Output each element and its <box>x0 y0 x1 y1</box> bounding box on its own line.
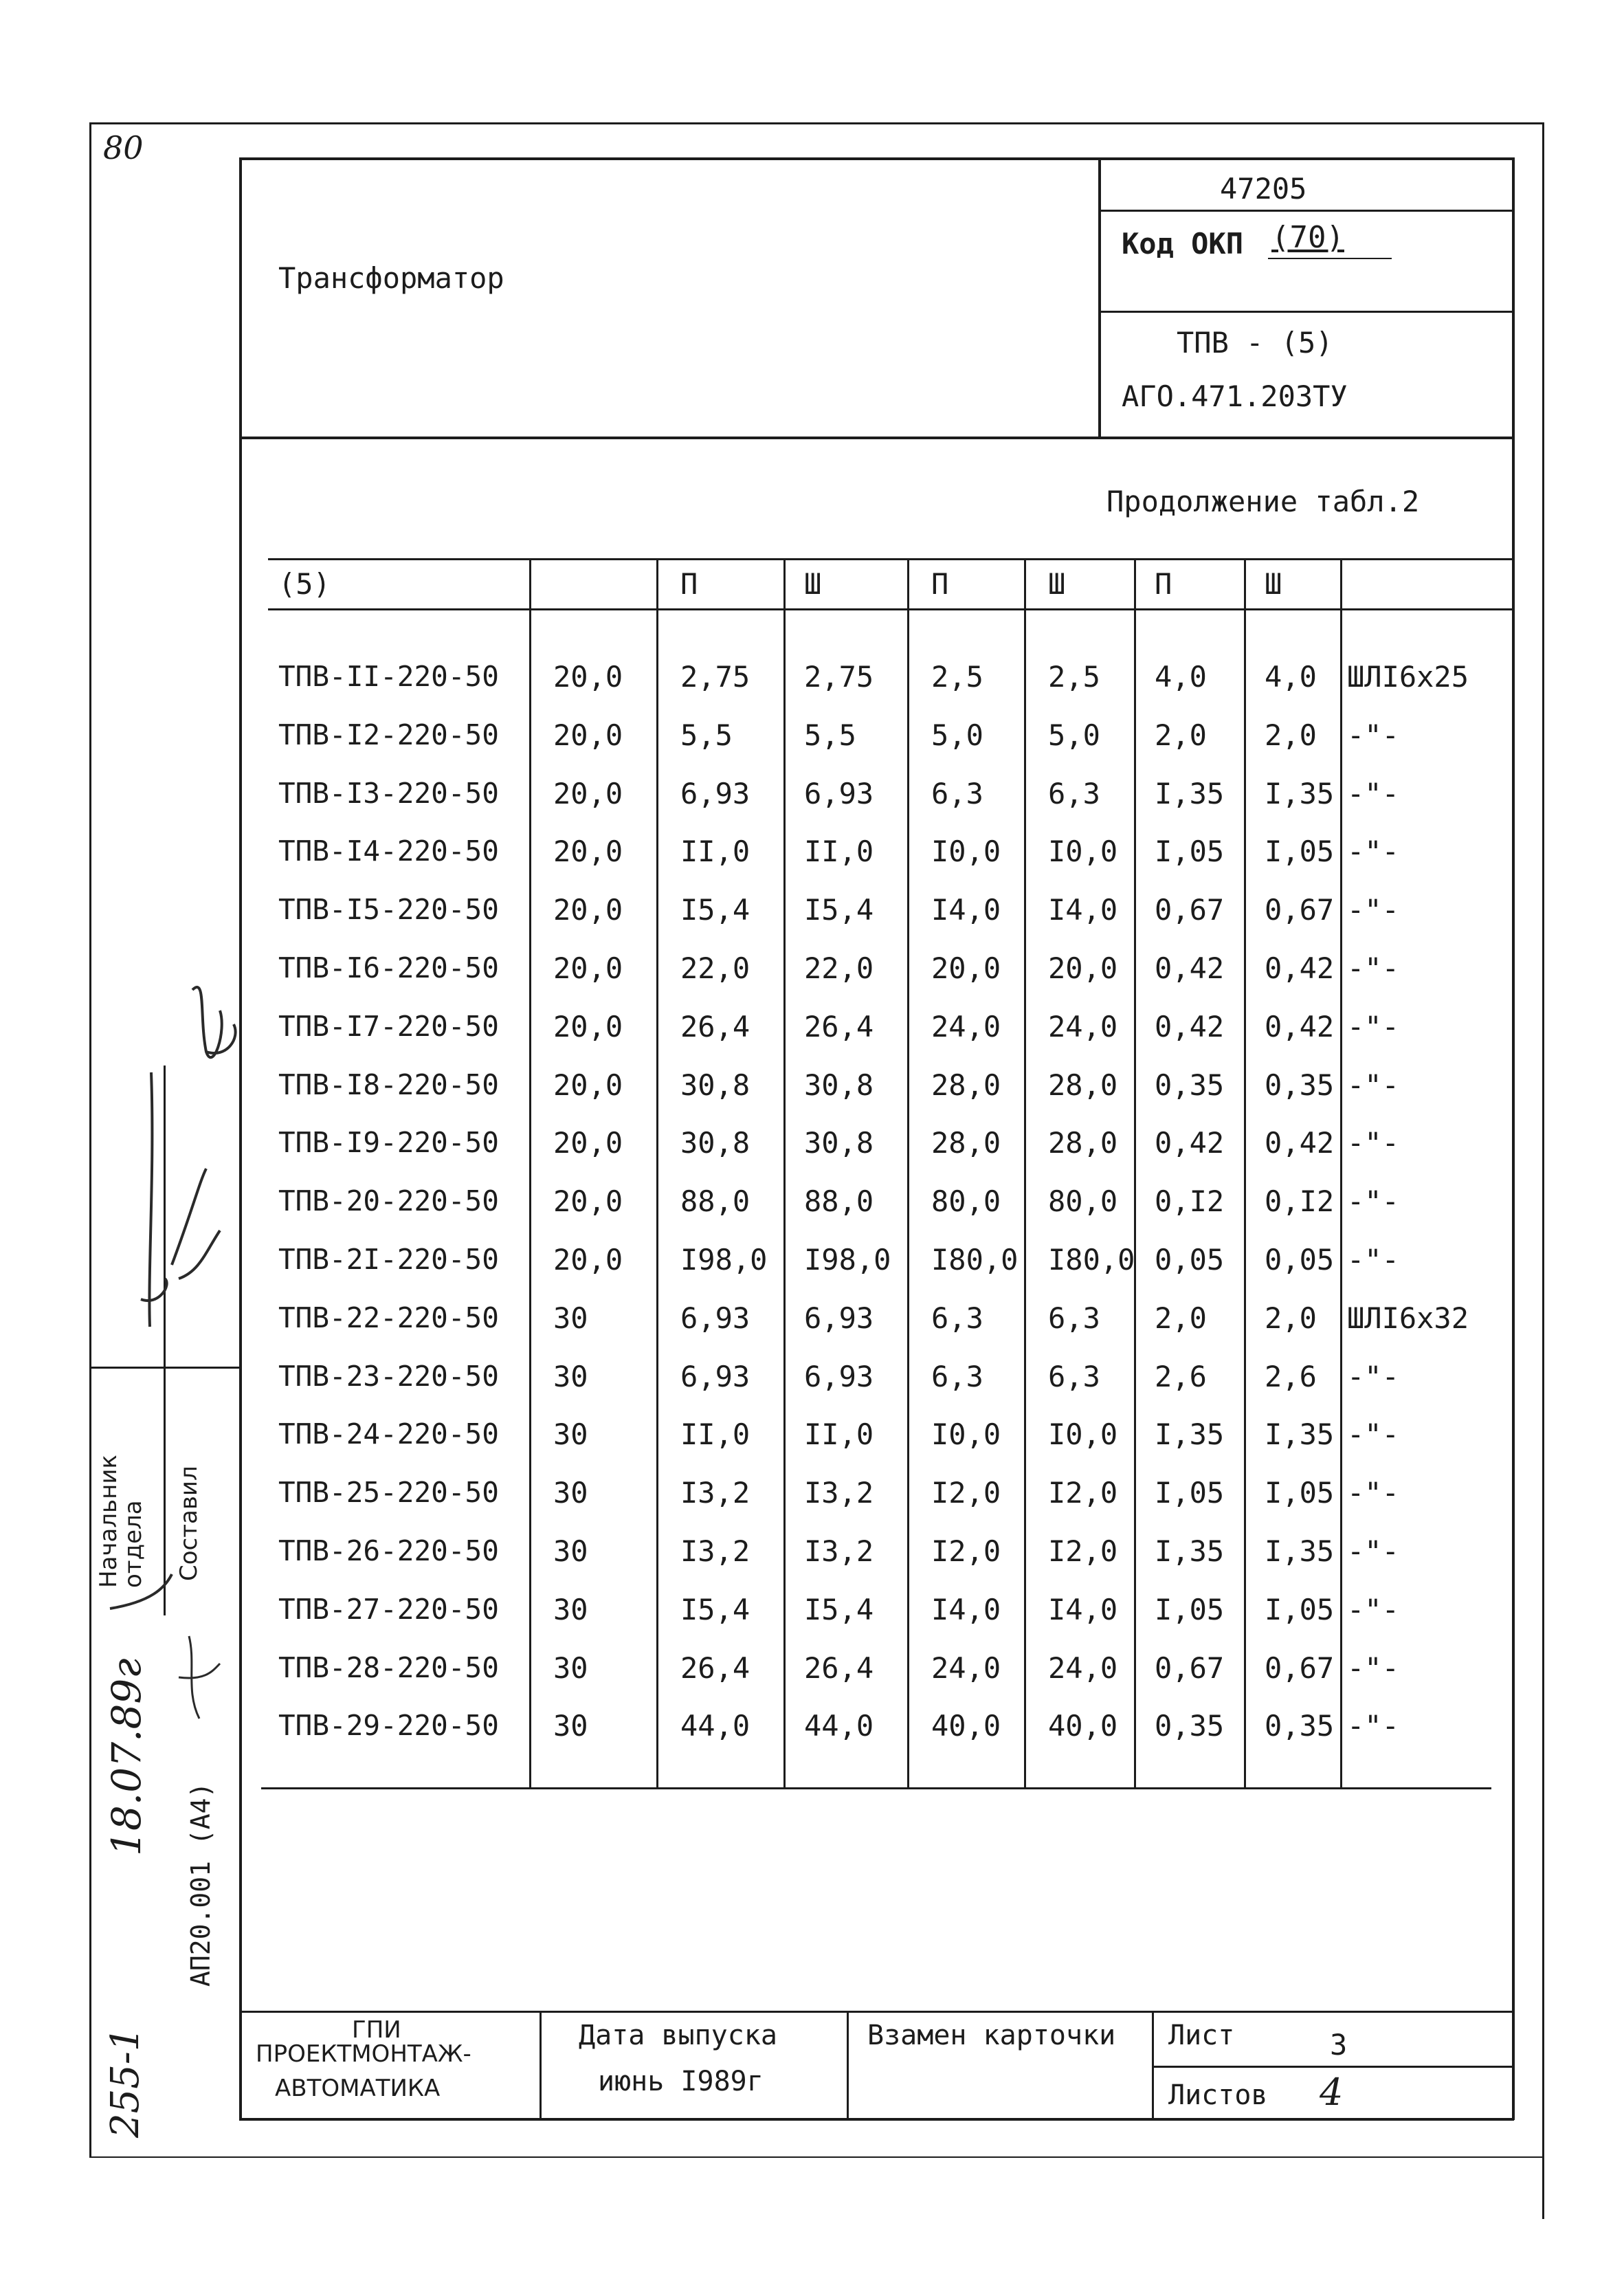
table-cell: 28,0 <box>931 1126 1001 1160</box>
table-row-label: ТПВ-20-220-50 <box>278 1184 499 1218</box>
table-cell: 20,0 <box>553 951 623 985</box>
table-row-label: ТПВ-2I-220-50 <box>278 1243 499 1276</box>
product-code: 47205 <box>1220 172 1307 206</box>
replace-card-label: Взамен карточки <box>867 2020 1116 2051</box>
table-cell: 20,0 <box>553 1126 623 1160</box>
table-row-label: ТПВ-28-220-50 <box>278 1651 499 1684</box>
table-cell: 0,67 <box>1155 893 1225 927</box>
table-cell: 28,0 <box>931 1068 1001 1102</box>
table-cell: -"- <box>1347 893 1399 927</box>
release-date-value: июнь I989г <box>598 2066 764 2097</box>
table-cell: 26,4 <box>804 1009 874 1044</box>
table-cell: I2,0 <box>1048 1534 1118 1568</box>
table-cell: I5,4 <box>680 1592 750 1626</box>
table-cell: 26,4 <box>804 1651 874 1685</box>
table-cell: 0,42 <box>1265 951 1335 985</box>
table-cell: 6,93 <box>680 776 750 810</box>
table-cell: I,35 <box>1265 1417 1335 1452</box>
table-row-label: ТПВ-25-220-50 <box>278 1476 499 1510</box>
table-cell: 30,8 <box>804 1126 874 1160</box>
table-cell: I2,0 <box>931 1476 1001 1510</box>
table-cell: -"- <box>1347 1651 1399 1685</box>
table-cell: 0,67 <box>1265 893 1335 927</box>
table-cell: 0,I2 <box>1155 1184 1225 1219</box>
table-cell: I4,0 <box>931 1592 1001 1626</box>
table-cell: -"- <box>1347 1709 1399 1743</box>
table-cell: 0,05 <box>1155 1243 1225 1277</box>
table-cell: 0,35 <box>1155 1709 1225 1743</box>
table-cell: 6,93 <box>804 1359 874 1393</box>
table-cell: I0,0 <box>931 835 1001 869</box>
table-cell: 44,0 <box>680 1709 750 1743</box>
table-header-cell: Ш <box>804 567 822 601</box>
table-cell: 80,0 <box>931 1184 1001 1219</box>
table-header-cell: П <box>931 567 949 601</box>
table-cell: 5,5 <box>804 718 856 752</box>
table-cell: I3,2 <box>680 1476 750 1510</box>
document-number: АГО.471.203ТУ <box>1122 379 1348 413</box>
table-cell: 30 <box>553 1592 588 1626</box>
table-cell: 20,0 <box>931 951 1001 985</box>
table-header-cell: Ш <box>1265 567 1282 601</box>
table-cell: I2,0 <box>1048 1476 1118 1510</box>
table-cell: I5,4 <box>804 893 874 927</box>
table-cell: 30 <box>553 1301 588 1335</box>
table-cell: 20,0 <box>553 776 623 810</box>
table-cell: 30 <box>553 1651 588 1685</box>
table-cell: I80,0 <box>1048 1243 1135 1277</box>
table-cell: 6,3 <box>1048 1301 1100 1335</box>
table-row-label: ТПВ-I6-220-50 <box>278 951 499 984</box>
sheets-value: 4 <box>1320 2071 1344 2114</box>
sheet-label: Лист <box>1168 2020 1235 2051</box>
table-cell: 0,42 <box>1155 1009 1225 1044</box>
table-cell: 20,0 <box>1048 951 1118 985</box>
table-cell: 0,42 <box>1265 1009 1335 1044</box>
org-line-2: ПРОЕКТМОНТАЖ- <box>256 2040 471 2068</box>
table-cell: I3,2 <box>804 1534 874 1568</box>
okp-value: (70) <box>1271 220 1344 255</box>
table-cell: -"- <box>1347 1243 1399 1277</box>
table-row-label: ТПВ-27-220-50 <box>278 1592 499 1626</box>
table-row-label: ТПВ-I3-220-50 <box>278 776 499 810</box>
table-cell: I0,0 <box>931 1417 1001 1452</box>
table-cell: 6,93 <box>804 1301 874 1335</box>
table-cell: 2,0 <box>1265 718 1317 752</box>
table-row-label: ТПВ-23-220-50 <box>278 1359 499 1393</box>
table-cell: 0,I2 <box>1265 1184 1335 1219</box>
table-cell: 22,0 <box>804 951 874 985</box>
table-row-label: ТПВ-II-220-50 <box>278 660 499 693</box>
table-cell: 30 <box>553 1534 588 1568</box>
table-cell: -"- <box>1347 776 1399 810</box>
table-cell: 24,0 <box>931 1651 1001 1685</box>
sheets-label: Листов <box>1168 2079 1268 2111</box>
table-cell: I,05 <box>1155 835 1225 869</box>
table-cell: ШЛI6х25 <box>1347 660 1469 694</box>
table-cell: -"- <box>1347 1009 1399 1044</box>
table-cell: 6,3 <box>931 1301 983 1335</box>
table-cell: 80,0 <box>1048 1184 1118 1219</box>
document-title: Трансформатор <box>278 261 504 295</box>
table-cell: 0,35 <box>1155 1068 1225 1102</box>
table-cell: 0,42 <box>1265 1126 1335 1160</box>
table-cell: I,35 <box>1265 1534 1335 1568</box>
table-cell: I3,2 <box>680 1534 750 1568</box>
org-line-3: АВТОМАТИКА <box>275 2075 441 2102</box>
table-cell: 4,0 <box>1155 660 1207 694</box>
table-cell: -"- <box>1347 1359 1399 1393</box>
table-cell: 88,0 <box>804 1184 874 1219</box>
table-row-label: ТПВ-I9-220-50 <box>278 1126 499 1160</box>
table-cell: -"- <box>1347 1184 1399 1219</box>
table-cell: I,05 <box>1155 1476 1225 1510</box>
table-header-cell: П <box>680 567 698 601</box>
table-cell: 6,3 <box>931 1359 983 1393</box>
table-row-label: ТПВ-I8-220-50 <box>278 1068 499 1101</box>
table-cell: 2,5 <box>931 660 983 694</box>
table-cell: 2,0 <box>1265 1301 1317 1335</box>
table-cell: -"- <box>1347 1476 1399 1510</box>
table-cell: 30 <box>553 1359 588 1393</box>
org-line-1: ГПИ <box>352 2016 401 2044</box>
table-cell: 6,93 <box>804 776 874 810</box>
table-cell: -"- <box>1347 1068 1399 1102</box>
table-cell: 20,0 <box>553 1184 623 1219</box>
table-cell: II,0 <box>680 1417 750 1452</box>
table-cell: 30,8 <box>680 1126 750 1160</box>
approver-role-2: Составил <box>175 1466 203 1581</box>
table-cell: I,05 <box>1265 835 1335 869</box>
table-cell: 6,93 <box>680 1301 750 1335</box>
table-cell: 2,75 <box>804 660 874 694</box>
table-cell: -"- <box>1347 718 1399 752</box>
table-cell: 2,5 <box>1048 660 1100 694</box>
format-code: АП20.001 (А4) <box>186 1782 216 1987</box>
table-cell: I98,0 <box>804 1243 891 1277</box>
table-cell: -"- <box>1347 1417 1399 1452</box>
table-cell: I,35 <box>1155 1417 1225 1452</box>
table-cell: -"- <box>1347 1592 1399 1626</box>
table-cell: 44,0 <box>804 1709 874 1743</box>
release-date-label: Дата выпуска <box>579 2020 777 2051</box>
table-cell: 2,6 <box>1155 1359 1207 1393</box>
table-cell: -"- <box>1347 951 1399 985</box>
table-cell: 2,75 <box>680 660 750 694</box>
table-cell: 20,0 <box>553 1009 623 1044</box>
table-row-label: ТПВ-29-220-50 <box>278 1709 499 1743</box>
table-cell: 5,0 <box>1048 718 1100 752</box>
table-cell: I,35 <box>1155 1534 1225 1568</box>
table-cell: I2,0 <box>931 1534 1001 1568</box>
table-cell: 28,0 <box>1048 1068 1118 1102</box>
table-cell: ШЛI6х32 <box>1347 1301 1469 1335</box>
table-cell: 2,6 <box>1265 1359 1317 1393</box>
table-cell: 20,0 <box>553 893 623 927</box>
table-cell: I4,0 <box>1048 893 1118 927</box>
table-cell: I,05 <box>1265 1476 1335 1510</box>
table-cell: 20,0 <box>553 1068 623 1102</box>
table-cell: 26,4 <box>680 1651 750 1685</box>
table-cell: 6,3 <box>1048 776 1100 810</box>
table-cell: 5,5 <box>680 718 733 752</box>
table-cell: 0,35 <box>1265 1068 1335 1102</box>
table-cell: 0,67 <box>1265 1651 1335 1685</box>
table-cell: 6,3 <box>931 776 983 810</box>
table-row-label: ТПВ-I7-220-50 <box>278 1009 499 1043</box>
table-cell: II,0 <box>680 835 750 869</box>
table-header-cell: П <box>1155 567 1172 601</box>
table-cell: 0,42 <box>1155 1126 1225 1160</box>
table-cell: II,0 <box>804 1417 874 1452</box>
table-cell: 26,4 <box>680 1009 750 1044</box>
table-cell: -"- <box>1347 1126 1399 1160</box>
okp-label: Код ОКП <box>1122 227 1244 261</box>
table-header-cell: Ш <box>1048 567 1066 601</box>
table-cell: 2,0 <box>1155 718 1207 752</box>
table-cell: 28,0 <box>1048 1126 1118 1160</box>
table-cell: 5,0 <box>931 718 983 752</box>
approval-date: 18.07.89г <box>103 1658 150 1856</box>
table-cell: 30 <box>553 1417 588 1452</box>
table-cell: I,35 <box>1265 776 1335 810</box>
table-cell: 30 <box>553 1709 588 1743</box>
table-cell: 20,0 <box>553 1243 623 1277</box>
table-cell: 30,8 <box>680 1068 750 1102</box>
table-cell: I0,0 <box>1048 835 1118 869</box>
table-cell: 24,0 <box>931 1009 1001 1044</box>
table-row-label: ТПВ-24-220-50 <box>278 1417 499 1451</box>
table-cell: -"- <box>1347 1534 1399 1568</box>
table-cell: 20,0 <box>553 835 623 869</box>
table-cell: II,0 <box>804 835 874 869</box>
table-cell: 24,0 <box>1048 1651 1118 1685</box>
table-cell: I4,0 <box>931 893 1001 927</box>
table-cell: 6,93 <box>680 1359 750 1393</box>
table-cell: I0,0 <box>1048 1417 1118 1452</box>
table-cell: I80,0 <box>931 1243 1019 1277</box>
table-cell: 40,0 <box>1048 1709 1118 1743</box>
table-caption: Продолжение табл.2 <box>1106 485 1420 518</box>
table-row-label: ТПВ-I5-220-50 <box>278 893 499 927</box>
table-row-label: ТПВ-22-220-50 <box>278 1301 499 1334</box>
table-cell: 0,05 <box>1265 1243 1335 1277</box>
table-cell: I5,4 <box>680 893 750 927</box>
table-cell: 4,0 <box>1265 660 1317 694</box>
table-cell: I,05 <box>1155 1592 1225 1626</box>
page-number: 80 <box>103 129 144 166</box>
archive-number: 255-1 <box>103 2027 148 2138</box>
table-cell: 24,0 <box>1048 1009 1118 1044</box>
sheet-value: 3 <box>1330 2028 1348 2062</box>
table-row-label: ТПВ-26-220-50 <box>278 1534 499 1567</box>
table-cell: 20,0 <box>553 660 623 694</box>
table-cell: I,05 <box>1265 1592 1335 1626</box>
table-cell: I98,0 <box>680 1243 768 1277</box>
table-cell: I3,2 <box>804 1476 874 1510</box>
approver-role-1: Начальник отдела <box>95 1455 147 1588</box>
table-row-label: ТПВ-I4-220-50 <box>278 835 499 868</box>
table-cell: 2,0 <box>1155 1301 1207 1335</box>
table-cell: 6,3 <box>1048 1359 1100 1393</box>
table-cell: 30 <box>553 1476 588 1510</box>
table-cell: 0,67 <box>1155 1651 1225 1685</box>
table-cell: I,35 <box>1155 776 1225 810</box>
table-cell: 88,0 <box>680 1184 750 1219</box>
table-header-cell: (5) <box>278 567 331 601</box>
table-cell: 20,0 <box>553 718 623 752</box>
table-cell: 40,0 <box>931 1709 1001 1743</box>
table-cell: 0,42 <box>1155 951 1225 985</box>
table-cell: -"- <box>1347 835 1399 869</box>
table-cell: I4,0 <box>1048 1592 1118 1626</box>
product-type: ТПВ - (5) <box>1177 326 1333 360</box>
table-cell: 22,0 <box>680 951 750 985</box>
table-cell: 30,8 <box>804 1068 874 1102</box>
table-cell: I5,4 <box>804 1592 874 1626</box>
table-row-label: ТПВ-I2-220-50 <box>278 718 499 751</box>
table-cell: 0,35 <box>1265 1709 1335 1743</box>
